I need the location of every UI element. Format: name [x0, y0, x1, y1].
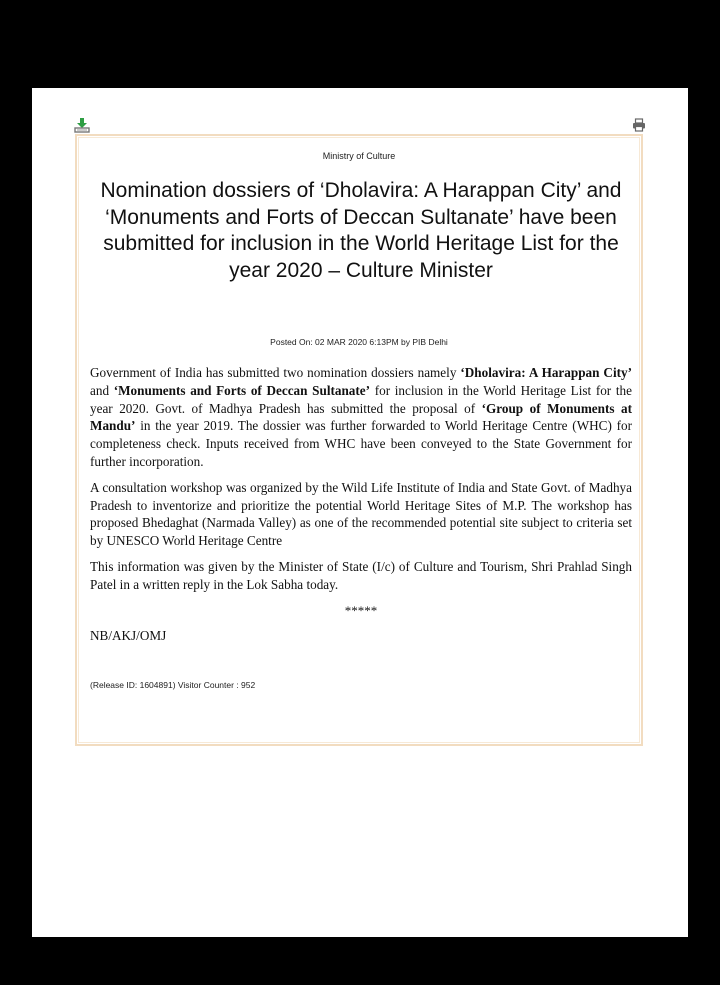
- ministry-name: Ministry of Culture: [322, 151, 396, 161]
- posted-on: Posted On: 02 MAR 2020 6:13PM by PIB Delhi: [270, 337, 448, 347]
- paragraph-1: Government of India has submitted two nomination dossiers namely ‘Dholavira: A Harappan City’ and ‘Monuments and Forts of Deccan Sultanate’ for inclusion in the World Heritage List for the year 2020. Govt. of Madhya Pradesh has submitted the proposal of ‘Group of Monuments at Mandu’ in the year 2019. The dossier was further forwarded to World Heritage Centre (WHC) for completeness check. Inputs received from WHC have been conveyed to the State Government for further incorporation.: [90, 365, 632, 469]
- paragraph-3: This information was given by the Minister of State (I/c) of Culture and Tourism, Shri Prahlad Singh Patel in a written reply in the Lok Sabha today.: [90, 558, 632, 592]
- reference-code: NB/AKJ/OMJ: [90, 628, 167, 644]
- separator: *****: [344, 602, 378, 618]
- paragraph-2: A consultation workshop was organized by the Wild Life Institute of India and State Govt. of Madhya Pradesh to inventorize and prioritize the potential World Heritage Sites of M.P. The workshop has proposed Bhedaghat (Narmada Valley) as one of the recommended potential site subject to criteria set by UNESCO World Heritage Centre: [90, 479, 632, 549]
- download-icon[interactable]: [74, 117, 90, 133]
- article-body: [90, 364, 632, 653]
- document-page: [32, 88, 688, 937]
- printer-icon[interactable]: [632, 118, 646, 132]
- page-title: Nomination dossiers of ‘Dholavira: A Harappan City’ and ‘Monuments and Forts of Deccan Sultanate’ have been submitted for inclusion in the World Heritage List for the year 2020 – Culture Minister: [100, 179, 622, 282]
- press-release-frame: [75, 134, 643, 746]
- release-info: (Release ID: 1604891) Visitor Counter : 952: [90, 680, 256, 690]
